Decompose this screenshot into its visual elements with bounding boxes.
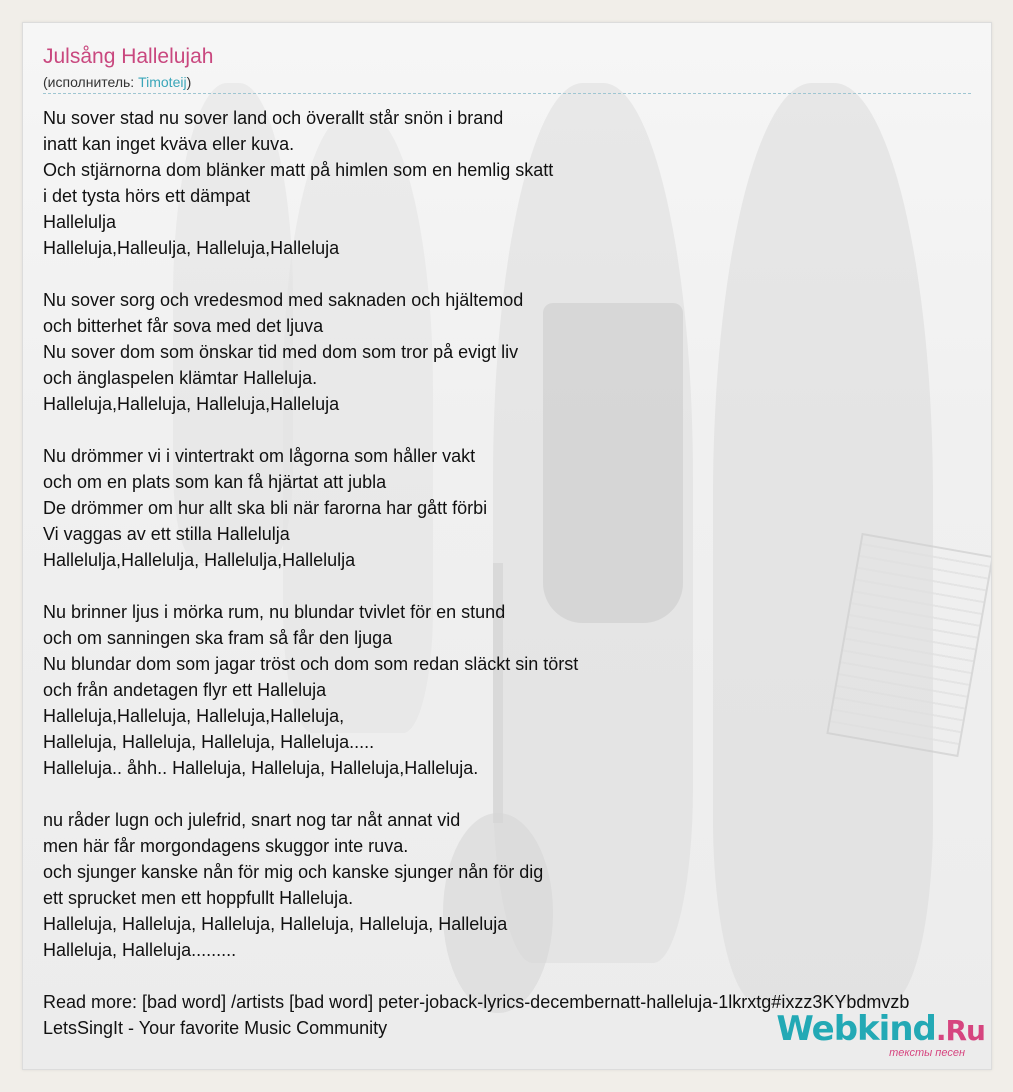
song-title: Julsång Hallelujah [43,45,214,68]
lyrics-text: Nu sover stad nu sover land och överallt står snön i brand inatt kan inget kväva eller kuva. Och stjärnorna dom blänker matt på himlen som en hemlig skatt i det tysta hörs ett dämpat Hallelulja Halleluja,Halleulja, Halleluja,Halleluja Nu sover sorg och vredesmod med saknaden och hjältemod och bitterhet får sova med det ljuva Nu sover dom som önskar tid med dom som tror på evigt liv och änglaspelen klämtar Halleluja. Halleluja,Halleluja, Halleluja,Halleluja Nu drömmer vi i vintertrakt om lågorna som håller vakt och om en plats som kan få hjärtat att jubla De drömmer om hur allt ska bli när farorna har gått förbi Vi vaggas av ett stilla Hallelulja Hallelulja,Hallelulja, Hallelulja,Hallelulja Nu brinner ljus i mörka rum, nu blundar tvivlet för en stund och om sanningen ska fram så får den ljuga Nu blundar dom som jagar tröst och dom som redan släckt sin törst och från andetagen flyr ett Halleluja Halleluja,Halleluja, Halleluja,Halleluja, Halleluja, Halleluja, Halleluja, Halleluja..... Halleluja.. åhh.. Halleluja, Halleluja, Halleluja,Halleluja. nu råder lugn och julefrid, snart nog tar nåt annat vid men här får morgondagens skuggor inte ruva. och sjunger kanske nån för mig och kanske sjunger nån för dig ett sprucket men ett hoppfullt Halleluja. Halleluja, Halleluja, Halleluja, Halleluja, Halleluja, Halleluja Halleluja, Halleluja......... Read more: [bad word] /artists [bad word] peter-joback-lyrics-decembernatt-halleluja-1lkrxtg#ixzz3KYbdmvzb LetsSingIt - Your favorite Music Community [43,108,910,1038]
logo-wordmark [776,1009,985,1049]
artist-prefix: (исполнитель: [43,74,139,90]
content-panel [22,22,992,1070]
artist-suffix: ) [186,74,192,90]
logo-main-text: Webkind [776,1009,936,1049]
artist-line [43,74,191,90]
title-divider [43,93,971,94]
logo-tagline: тексты песен [889,1047,965,1059]
artist-link[interactable]: Timoteij [138,74,187,90]
logo-tld: .Ru [935,1014,985,1047]
site-logo[interactable] [776,1009,985,1063]
